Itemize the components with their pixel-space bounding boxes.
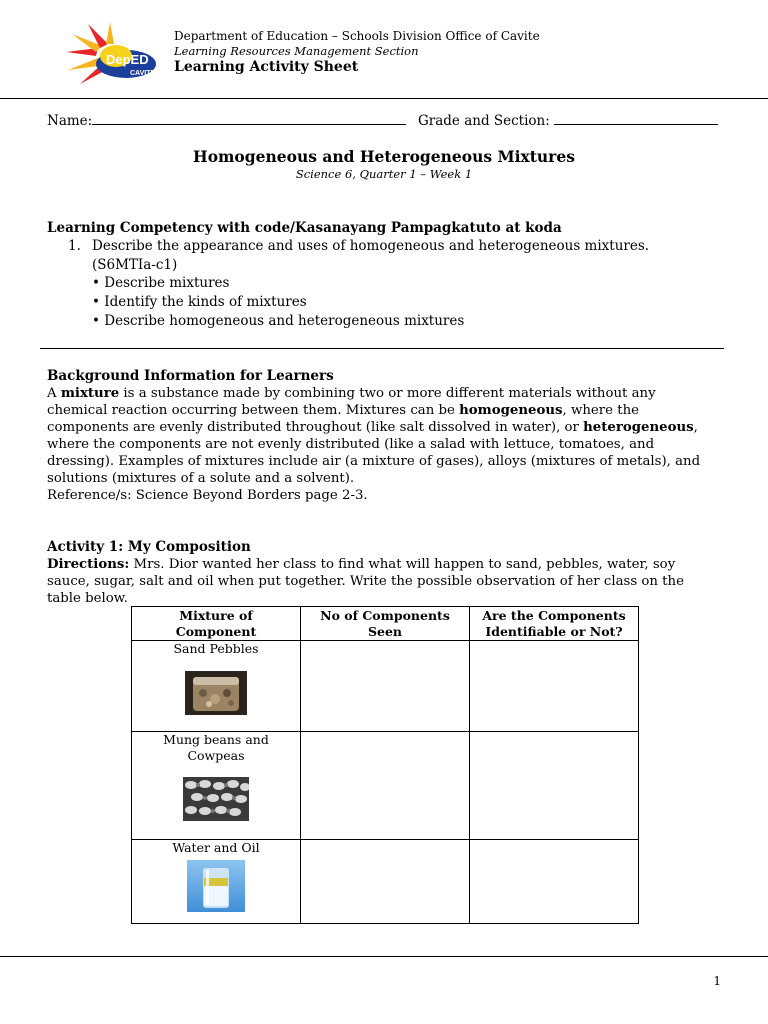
- mixture-cell: Mung beans and Cowpeas: [132, 732, 301, 840]
- worksheet-subtitle: Science 6, Quarter 1 – Week 1: [295, 167, 473, 181]
- components-seen-cell[interactable]: [301, 840, 470, 924]
- identifiable-cell[interactable]: [470, 641, 639, 732]
- grade-section-label: Grade and Section:: [418, 113, 550, 129]
- activity-table: [131, 606, 639, 924]
- competency-item-text: Describe the appearance and uses of homogeneous and heterogeneous mixtures.: [92, 238, 650, 254]
- header-sheet-title: Learning Activity Sheet: [174, 59, 359, 75]
- table-row: [132, 641, 639, 732]
- mung-beans-cowpeas-image: [183, 777, 249, 821]
- page-number: 1: [713, 974, 721, 988]
- competency-item-number: 1.: [68, 238, 81, 254]
- competency-bullet: • Describe mixtures: [92, 275, 230, 291]
- header-identifiable: Are the Components Identifiable or Not?: [470, 607, 639, 641]
- components-seen-cell[interactable]: [301, 732, 470, 840]
- identifiable-cell[interactable]: [470, 732, 639, 840]
- water-oil-glass-image: [187, 860, 245, 912]
- background-paragraph: A mixture is a substance made by combining two or more different materials without any chemical reaction occurring between them. Mixtures can be homogeneous, where the components are evenly distributed throughout (like salt dissolved in water), or heterogeneous, where the components are not evenly distributed (like a salad with lettuce, tomatoes, and dressing). Examples of mixtures include air (a mixture of gases), alloys (mixtures of metals), and solutions (mixtures of a solute and a solvent). Reference/s: Science Beyond Borders page 2-3.: [47, 385, 737, 504]
- worksheet-title: Homogeneous and Heterogeneous Mixtures: [193, 147, 575, 166]
- logo-text: DepED: [106, 52, 149, 67]
- name-label: Name:: [47, 113, 93, 129]
- competency-heading: Learning Competency with code/Kasanayang Pampagkatuto at koda: [47, 220, 562, 236]
- activity-directions: Directions: Mrs. Dior wanted her class to find what will happen to sand, pebbles, water, soy sauce, sugar, salt and oil when put together. Write the possible observation of her class on the table below.: [47, 557, 684, 606]
- term-mixture: mixture: [60, 386, 120, 401]
- table-header-row: [132, 607, 639, 641]
- footer-divider: [0, 956, 768, 957]
- background-heading: Background Information for Learners: [47, 368, 334, 384]
- mixture-cell: Sand Pebbles: [132, 641, 301, 732]
- sand-pebbles-jar-image: [185, 671, 247, 715]
- reference-line: Reference/s: Science Beyond Borders page 2-3.: [47, 488, 368, 503]
- svg-text:CAVITE: CAVITE: [130, 70, 156, 77]
- grade-section-blank[interactable]: [554, 110, 718, 125]
- directions-label: Directions:: [47, 557, 130, 572]
- header-divider: [0, 98, 768, 99]
- section-divider: [40, 348, 724, 349]
- header-section: Learning Resources Management Section: [174, 44, 419, 58]
- competency-code: (S6MTIa-c1): [92, 257, 178, 273]
- competency-bullet: • Describe homogeneous and heterogeneous mixtures: [92, 313, 465, 329]
- term-heterogeneous: heterogeneous: [583, 420, 694, 435]
- name-field-row: [47, 110, 406, 129]
- table-row: [132, 840, 639, 924]
- competency-bullet: • Identify the kinds of mixtures: [92, 294, 307, 310]
- components-seen-cell[interactable]: [301, 641, 470, 732]
- activity-heading: Activity 1: My Composition: [47, 539, 251, 555]
- deped-cavite-logo: [58, 22, 158, 86]
- grade-field-row: [418, 110, 718, 129]
- table-row: [132, 732, 639, 840]
- header-mixture: Mixture of Component: [132, 607, 301, 641]
- mixture-cell: Water and Oil: [132, 840, 301, 924]
- header-components-seen: No of Components Seen: [301, 607, 470, 641]
- name-blank[interactable]: [92, 110, 406, 125]
- header-department: Department of Education – Schools Division Office of Cavite: [174, 29, 540, 43]
- identifiable-cell[interactable]: [470, 840, 639, 924]
- term-homogeneous: homogeneous: [459, 403, 563, 418]
